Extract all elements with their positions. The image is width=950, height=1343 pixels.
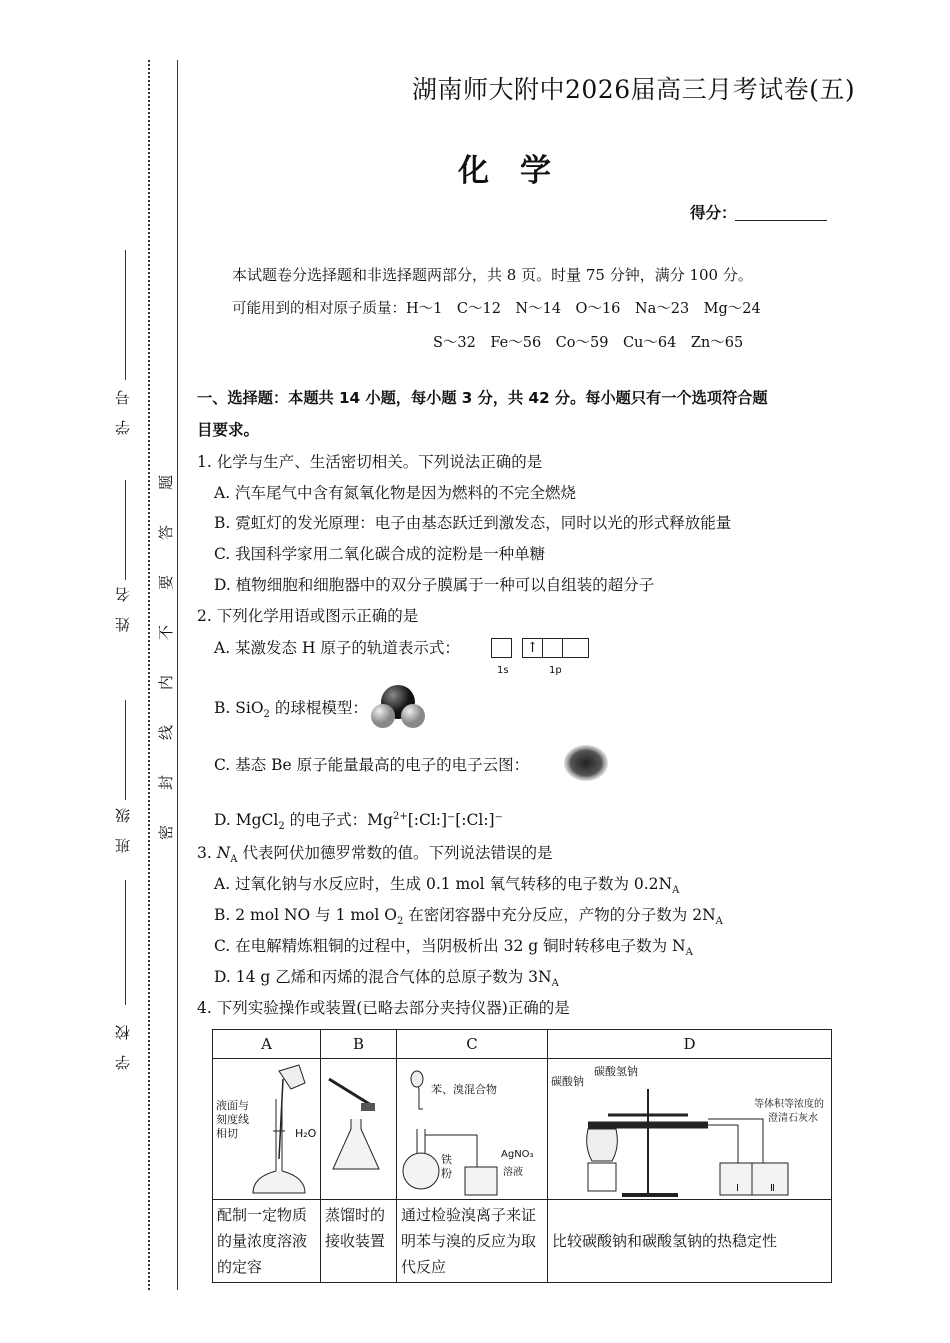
seal-char: 题 bbox=[157, 474, 176, 491]
orbital-label-1p: 1p bbox=[549, 665, 562, 676]
orbital-box-1p bbox=[562, 638, 589, 658]
school-blank-line[interactable] bbox=[125, 880, 126, 1005]
figure-cell-c[interactable] bbox=[397, 1059, 548, 1200]
ball-stick-model-figure bbox=[366, 684, 430, 730]
figure-label: 粉 bbox=[441, 1167, 452, 1180]
number-blank-line[interactable] bbox=[125, 250, 126, 380]
table-header-a: A bbox=[213, 1030, 321, 1059]
figure-label: 溶液 bbox=[503, 1167, 523, 1178]
name-blank-line[interactable] bbox=[125, 480, 126, 580]
q1-option-d[interactable]: D. 植物细胞和细胞器中的双分子膜属于一种可以自组装的超分子 bbox=[214, 576, 655, 594]
intro-line-3: S～32 Fe～56 Co～59 Cu～64 Zn～65 bbox=[433, 335, 744, 351]
section-heading-cont: 目要求。 bbox=[197, 421, 260, 439]
figure-label: 碳酸氢钠 bbox=[594, 1065, 638, 1078]
seal-dotted-line bbox=[148, 60, 150, 1290]
bromination-apparatus-figure bbox=[397, 1059, 547, 1199]
q4-stem: 4. 下列实验操作或装置(已略去部分夹持仪器)正确的是 bbox=[197, 999, 570, 1017]
q3-option-a[interactable]: A. 过氧化钠与水反应时，生成 0.1 mol 氧气转移的电子数为 $0.2N_A$ bbox=[214, 875, 680, 897]
q3-option-d[interactable]: D. 14 g 乙烯和丙烯的混合气体的总原子数为 $3N_A$ bbox=[214, 968, 559, 990]
description-d: 比较碳酸钠和碳酸氢钠的热稳定性 bbox=[548, 1200, 832, 1283]
figure-label: 等体积等浓度的 bbox=[754, 1099, 824, 1110]
electron-cloud-figure bbox=[563, 744, 609, 782]
figure-cell-b[interactable] bbox=[321, 1059, 397, 1200]
up-arrow-icon: ↑ bbox=[526, 640, 539, 656]
q3-option-b[interactable]: B. 2 mol NO 与 1 mol $O_2$ 在密闭容器中充分反应，产物的分子数为 $2N_A$ bbox=[214, 906, 723, 928]
figure-cell-d[interactable] bbox=[548, 1059, 832, 1200]
figure-label: 铁 bbox=[441, 1153, 452, 1166]
exam-title: 湖南师大附中2026届高三月考试卷(五) bbox=[412, 75, 856, 104]
figure-label: 液面与 bbox=[216, 1099, 249, 1112]
q2-option-a[interactable]: A. 某激发态 H 原子的轨道表示式： bbox=[214, 639, 460, 657]
figure-label: AgNO₃ bbox=[501, 1149, 534, 1160]
seal-char: 线 bbox=[157, 724, 176, 741]
score-blank[interactable] bbox=[735, 220, 827, 221]
thermal-stability-apparatus-figure bbox=[548, 1059, 831, 1199]
seal-char: 密 bbox=[157, 824, 176, 841]
description-b: 蒸馏时的接收装置 bbox=[321, 1200, 397, 1283]
q2-option-c[interactable]: C. 基态 Be 原子能量最高的电子的电子云图： bbox=[214, 756, 530, 774]
orbital-label-1s: 1s bbox=[497, 665, 509, 676]
q2-option-d[interactable]: D. MgCl$_2$ 的电子式：$Mg^{2+}[:Cl:]^-[:Cl:]^-$ bbox=[214, 810, 503, 833]
figure-label: Ⅰ bbox=[736, 1183, 739, 1194]
orbital-box-1p bbox=[542, 638, 563, 658]
seal-char: 要 bbox=[157, 574, 176, 591]
orbital-box-1p bbox=[522, 638, 543, 658]
school-label: 学 校 bbox=[114, 1025, 132, 1070]
class-label: 班 级 bbox=[114, 808, 132, 853]
figure-label: 相切 bbox=[216, 1127, 238, 1140]
figure-label: 碳酸钠 bbox=[551, 1075, 584, 1088]
q1-option-c[interactable]: C. 我国科学家用二氧化碳合成的淀粉是一种单糖 bbox=[214, 545, 546, 563]
q1-stem: 1. 化学与生产、生活密切相关。下列说法正确的是 bbox=[197, 453, 543, 471]
table-header-c: C bbox=[397, 1030, 548, 1059]
q1-option-a[interactable]: A. 汽车尾气中含有氮氧化物是因为燃料的不完全燃烧 bbox=[214, 484, 577, 502]
name-label: 姓 名 bbox=[114, 587, 132, 632]
table-header-b: B bbox=[321, 1030, 397, 1059]
score-label: 得分： bbox=[690, 204, 737, 222]
q1-option-b[interactable]: B. 霓虹灯的发光原理：电子由基态跃迁到激发态，同时以光的形式释放能量 bbox=[214, 514, 732, 532]
orbital-box-1s bbox=[491, 638, 512, 658]
receiving-flask-figure bbox=[321, 1059, 396, 1199]
q2-stem: 2. 下列化学用语或图示正确的是 bbox=[197, 607, 419, 625]
section-heading: 一、选择题：本题共 14 小题，每小题 3 分，共 42 分。每小题只有一个选项符合题 bbox=[197, 389, 768, 407]
figure-cell-a[interactable] bbox=[213, 1059, 321, 1200]
figure-label: Ⅱ bbox=[770, 1183, 775, 1194]
table-header-d: D bbox=[548, 1030, 832, 1059]
figure-label: 刻度线 bbox=[216, 1113, 249, 1126]
intro-line-1: 本试题卷分选择题和非选择题两部分，共 8 页。时量 75 分钟，满分 100 分。 bbox=[232, 266, 753, 284]
q2-option-b[interactable]: B. SiO$_2$ 的球棍模型： bbox=[214, 699, 368, 721]
intro-line-2: 可能用到的相对原子质量：H～1 C～12 N～14 O～16 Na～23 Mg～24 bbox=[232, 301, 761, 317]
experiment-table bbox=[212, 1029, 832, 1283]
seal-solid-line bbox=[177, 60, 178, 1290]
seal-char: 不 bbox=[157, 624, 176, 641]
seal-char: 答 bbox=[157, 524, 176, 541]
figure-label: 苯、溴混合物 bbox=[431, 1083, 497, 1096]
description-a: 配制一定物质的量浓度溶液的定容 bbox=[213, 1200, 321, 1283]
seal-char: 封 bbox=[157, 774, 176, 791]
class-blank-line[interactable] bbox=[125, 700, 126, 800]
figure-label: H₂O bbox=[295, 1127, 317, 1140]
number-label: 学 号 bbox=[114, 390, 132, 435]
description-c: 通过检验溴离子来证明苯与溴的反应为取代反应 bbox=[397, 1200, 548, 1283]
subject-title: 化 学 bbox=[458, 153, 551, 189]
q3-option-c[interactable]: C. 在电解精炼粗铜的过程中，当阴极析出 32 g 铜时转移电子数为 $N_A$ bbox=[214, 937, 693, 959]
figure-label: 澄清石灰水 bbox=[768, 1113, 818, 1124]
q3-stem: 3. $N_A$ 代表阿伏加德罗常数的值。下列说法错误的是 bbox=[197, 844, 553, 866]
seal-char: 内 bbox=[157, 674, 176, 691]
